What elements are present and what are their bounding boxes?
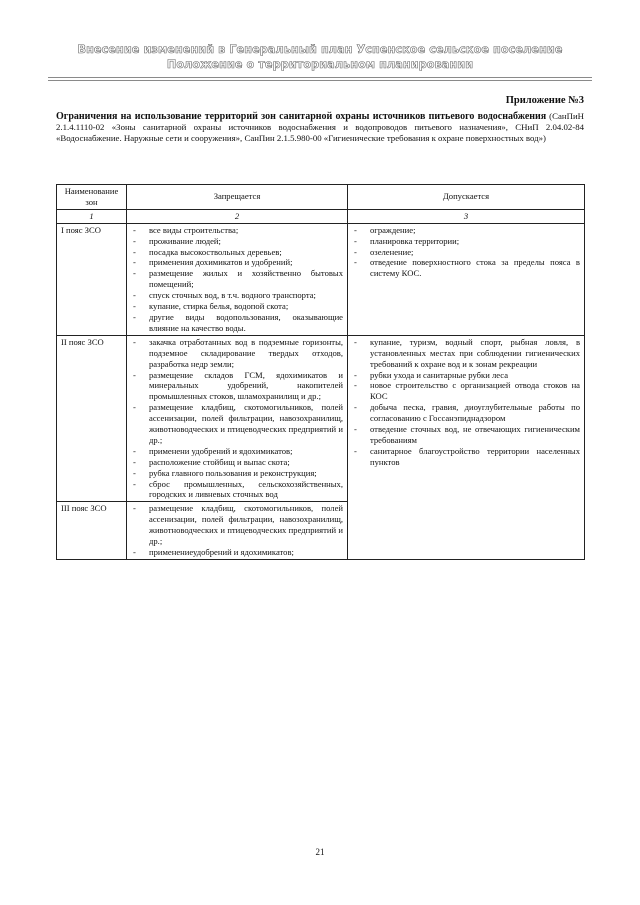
list-item: - расположение стойбищ и выпас скота; <box>131 457 343 468</box>
table-row <box>57 335 585 502</box>
list-item: - новое строительство с организацией отвода стоков на КОС <box>352 380 580 402</box>
list-item: - применениеудобрений и ядохимикатов; <box>131 547 343 558</box>
prohibited-cell <box>127 335 348 502</box>
list-item: - отведение поверхностного стока за пределы пояса в систему КОС. <box>352 257 580 279</box>
list-item: - размещение кладбищ, скотомогильников, полей ассенизации, полей фильтрации, навозохранилищ, животноводческих и птицеводческих предприятий и др.; <box>131 503 343 547</box>
list-item: - проживание людей; <box>131 236 343 247</box>
list-item: - планировка территории; <box>352 236 580 247</box>
header-rule-bottom <box>48 80 592 81</box>
allowed-list <box>352 225 580 280</box>
allowed-cell <box>348 335 585 559</box>
list-item: - отведение сточных вод, не отвечающих гигиеническим требованиям <box>352 424 580 446</box>
prohibited-list <box>131 225 343 334</box>
list-item: - купание, туризм, водный спорт, рыбная ловля, в установленных местах при соблюдении гигиенических требований к охране вод и к зонам рекреации <box>352 337 580 370</box>
page-number: 21 <box>315 847 325 857</box>
column-number: 2 <box>127 209 348 223</box>
appendix-label: Приложение №3 <box>505 95 584 106</box>
prohibited-list <box>131 337 343 501</box>
caption-title: Ограничения на использование территорий зон санитарной охраны источников питьевого водоснабжения <box>56 111 547 122</box>
column-number: 1 <box>57 209 127 223</box>
list-item: - все виды строительства; <box>131 225 343 236</box>
header-allowed: Допускается <box>348 185 585 210</box>
table-row <box>57 223 585 335</box>
list-item: - закачка отработанных вод в подземные горизонты, подземное складирование твердых отходов, разработка недр земли; <box>131 337 343 370</box>
table-caption <box>56 111 584 144</box>
zone-name: I пояс ЗСО <box>57 223 127 335</box>
list-item: - размещение жилых и хозяйственно бытовых помещений; <box>131 268 343 290</box>
prohibited-cell <box>127 223 348 335</box>
restrictions-table <box>56 184 585 560</box>
caption-sources: (СанПиН 2.1.4.1110-02 «Зоны санитарной охраны источников водоснабжения и водопроводов питьевого назначения», СНиП 2.04.02-84 «Водоснабжение. Наружные сети и сооружения», СанПин 2.1.5.980-00 «Гигиенические требования к охране поверхностных вод») <box>56 111 584 143</box>
list-item: - применения дохимикатов и удобрений; <box>131 257 343 268</box>
table-header-row <box>57 185 585 210</box>
zone-name: III пояс ЗСО <box>57 502 127 560</box>
list-item: - рубки ухода и санитарные рубки леса <box>352 370 580 381</box>
zone-name: II пояс ЗСО <box>57 335 127 502</box>
list-item: - озеленение; <box>352 247 580 258</box>
header-line-1: Внесение изменений в Генеральный план Успенское сельское поселение <box>77 43 563 56</box>
list-item: - спуск сточных вод, в т.ч. водного транспорта; <box>131 290 343 301</box>
allowed-cell <box>348 223 585 335</box>
list-item: - добыча песка, гравия, диоуглубительные работы по согласованию с Госсанэпиднадзором <box>352 402 580 424</box>
list-item: - сброс промышленных, сельскохозяйственных, городских и ливневых сточных вод <box>131 479 343 501</box>
list-item: - другие виды водопользования, оказывающие влияние на качество воды. <box>131 312 343 334</box>
column-number: 3 <box>348 209 585 223</box>
list-item: - применени удобрений и ядохимикатов; <box>131 446 343 457</box>
list-item: - ограждение; <box>352 225 580 236</box>
list-item: - посадка высокоствольных деревьев; <box>131 247 343 258</box>
list-item: - размещение кладбищ, скотомогильников, полей ассенизации, полей фильтрации, навозохранилищ, животноводческих и птицеводческих предприятий и др.; <box>131 402 343 446</box>
header-zone-name: Наименование зон <box>57 185 127 210</box>
prohibited-list <box>131 503 343 558</box>
prohibited-cell <box>127 502 348 560</box>
allowed-list <box>352 337 580 468</box>
list-item: - купание, стирка белья, водопой скота; <box>131 301 343 312</box>
list-item: - размещение складов ГСМ, ядохимикатов и минеральных удобрений, накопителей промышленных стоков, шламохранилищ и др.; <box>131 370 343 403</box>
column-number-row <box>57 209 585 223</box>
list-item: - рубка главного пользования и реконструкция; <box>131 468 343 479</box>
list-item: - санитарное благоустройство территории населенных пунктов <box>352 446 580 468</box>
header-line-2: Положение о территориальном планировании <box>166 58 474 71</box>
header-rule-top <box>48 77 592 78</box>
header-prohibited: Запрещается <box>127 185 348 210</box>
